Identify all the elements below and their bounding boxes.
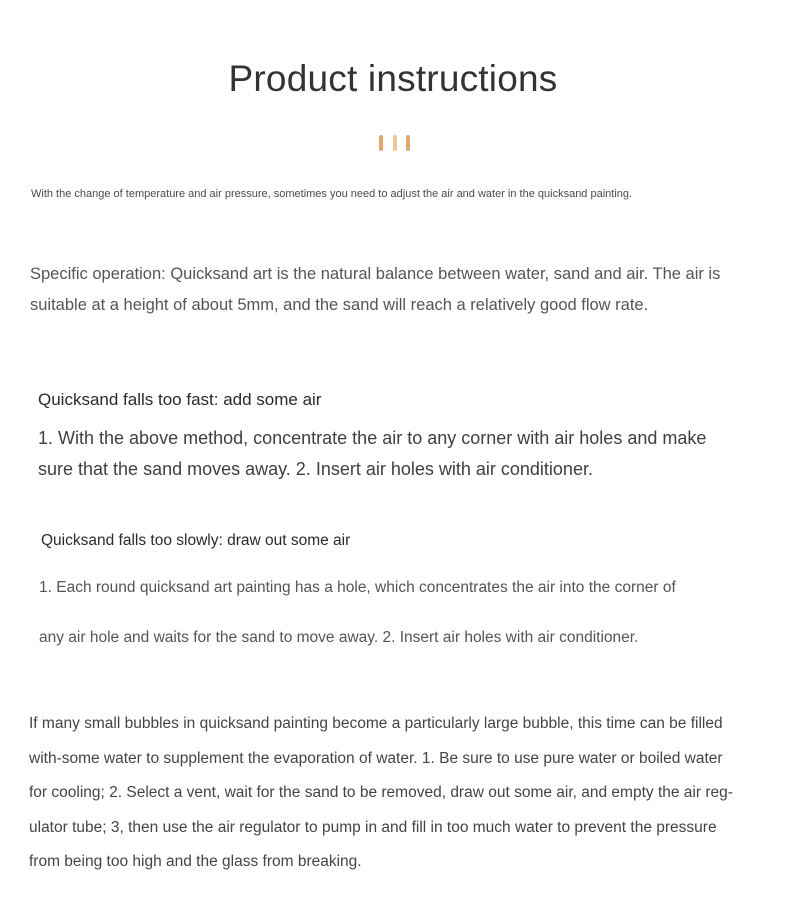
decor-bar xyxy=(379,135,383,151)
slow-section-line: any air hole and waits for the sand to move away. 2. Insert air holes with air conditioner. xyxy=(39,629,639,646)
decor-bar xyxy=(406,135,410,151)
bubbles-line: If many small bubbles in quicksand painting become a particularly large bubble, this time can be filled xyxy=(29,715,723,732)
bubbles-line: with-some water to supplement the evaporation of water. 1. Be sure to use pure water or boiled water xyxy=(29,749,723,767)
fast-section-heading: Quicksand falls too fast: add some air xyxy=(38,390,322,409)
specific-operation-paragraph: Specific operation: Quicksand art is the natural balance between water, sand and air. The air is suitable at a height of about 5mm, and the sand will reach a relatively good flow rate. xyxy=(30,265,721,314)
decor-bar xyxy=(393,135,397,151)
fast-section-body: 1. With the above method, concentrate the air to any corner with air holes and make sure that the sand moves away. 2. Insert air holes with air conditioner. xyxy=(38,428,707,479)
bubbles-line: ulator tube; 3, then use the air regulator to pump in and fill in too much water to prevent the pressure xyxy=(29,818,717,836)
slow-section-line: 1. Each round quicksand art painting has a hole, which concentrates the air into the corner of xyxy=(39,579,676,596)
bubbles-line: for cooling; 2. Select a vent, wait for the sand to be removed, draw out some air, and empty the air reg- xyxy=(29,784,733,801)
page-title: Product instructions xyxy=(228,58,558,99)
bubbles-paragraph xyxy=(29,707,759,880)
decorative-bars xyxy=(379,135,411,151)
slow-section-heading: Quicksand falls too slowly: draw out some air xyxy=(41,532,351,549)
bubbles-line: from being too high and the glass from breaking. xyxy=(29,853,362,870)
intro-note: With the change of temperature and air pressure, sometimes you need to adjust the air and water in the quicksand painting. xyxy=(31,188,633,200)
